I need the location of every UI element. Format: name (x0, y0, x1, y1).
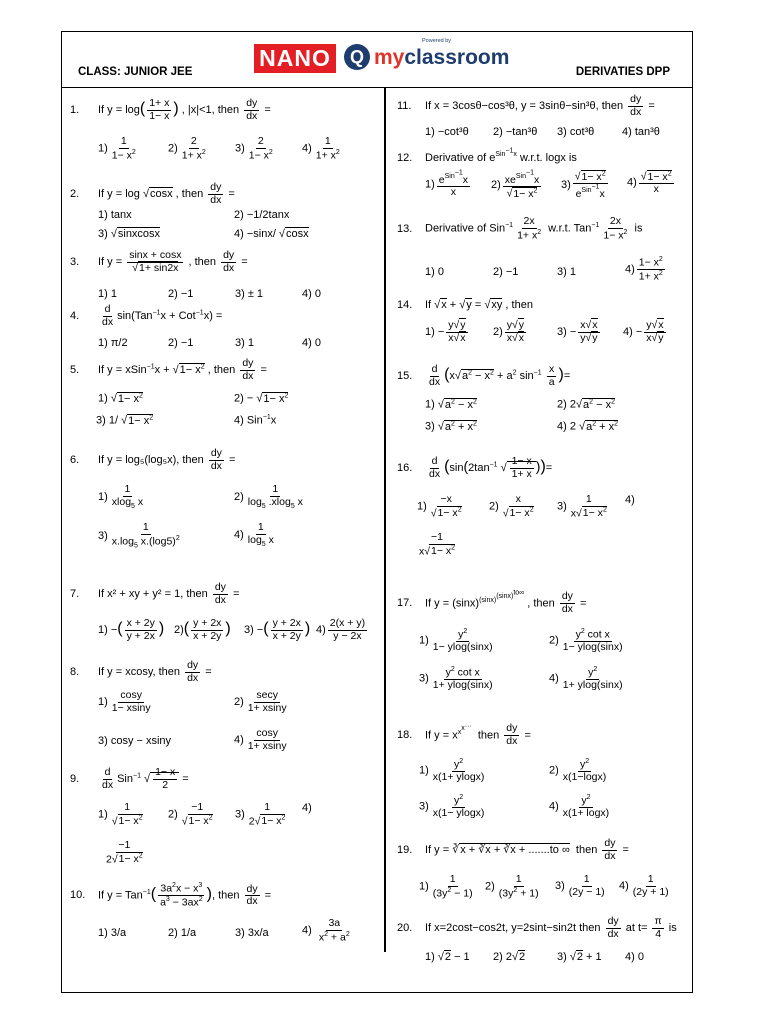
q9-option-1: 1) $\frac{1}{√1- x^2}$ (98, 801, 143, 828)
logo-my: my (374, 46, 405, 69)
q3-option-4: 4) 0 (302, 288, 321, 300)
question-number: 20. (397, 921, 413, 934)
q1-option-3: 3) $\frac{2}{1- x^2}$ (235, 135, 273, 162)
question-2: 2. If y = log √cosx , then $\frac{dy}{dx}$ = (70, 181, 235, 206)
q6-option-3: 3) $\frac{1}{x.\log_5 x.(\log 5)^2}$ (98, 521, 180, 550)
q13-option-4: 4) $\frac{1- x^2}{1+ x^2}$ (625, 256, 663, 283)
powered-by-text: Powered by (422, 38, 452, 44)
q5-option-4: 4) Sin$^{-1}$x (234, 414, 277, 427)
q10-option-3: 3) 3x/a (235, 927, 269, 939)
question-number: 18. (397, 729, 413, 742)
q18-option-2: 2) $\frac{y^2}{x(1-\log x)}$ (549, 758, 607, 784)
q9-option-4-value: $\frac{-1}{2√1- x^2}$ (106, 839, 143, 866)
q6-option-2: 2) $\frac{1}{\log_5 .xlog_5 x}$ (234, 483, 303, 510)
column-divider (384, 87, 386, 952)
q18-option-3: 3) $\frac{y^2}{x(1- ylogx)}$ (419, 794, 485, 820)
question-number: 2. (70, 187, 80, 200)
question-10: 10. If y = Tan$^{-1}$( $\frac{3a^2x - x^3}{a^3 - 3ax^2}$ ), then $\frac{dy}{dx}$ = (70, 882, 272, 909)
question-number: 12. (397, 151, 413, 164)
q14-option-1: 1) − $\frac{y√y}{x√x}$ (425, 319, 466, 344)
q20-option-1: 1) √2 − 1 (425, 951, 470, 963)
q2-option-1: 1) tanx (98, 209, 132, 221)
q12-option-4: 4) $\frac{√1- x^2}{x}$ (627, 170, 672, 196)
q15-option-3: 3) $√a^2 + x^2$ (425, 420, 477, 433)
q15-option-1: 1) $√a^2 - x^2$ (425, 398, 477, 411)
question-number: 17. (397, 597, 413, 610)
q16-option-4: 4) (625, 494, 635, 506)
q15-option-4: 4) 2 $√a^2 + x^2$ (557, 420, 619, 433)
q8-option-2: 2) secy 1+ xsiny (234, 689, 287, 714)
question-6: 6. If y = log₅(log₅x), then $\frac{dy}{dx}$ = (70, 447, 236, 472)
q7-option-1: 1) −( $\frac{x + 2y}{y + 2x}$ ) (98, 617, 165, 642)
q2-option-4: 4) −sinx/ √cosx (234, 228, 309, 240)
q13-option-2: 2) −1 (493, 266, 519, 278)
q6-option-4: 4) $\frac{1}{\log_5 x}$ (234, 521, 274, 548)
question-number: 8. (70, 665, 80, 678)
q17-option-4: 4) $\frac{y^2}{1+ ylog(\sin x)}$ (549, 666, 623, 692)
q12-option-1: 1) $e^{Sin^{-1}}x$ x (425, 170, 468, 199)
q4-option-4: 4) 0 (302, 337, 321, 349)
q18-option-4: 4) $\frac{y^2}{x(1+ \log x)}$ (549, 794, 610, 820)
q9-option-3: 3) $\frac{1}{2√1- x^2}$ (235, 801, 286, 828)
q6-option-1: 1) $\frac{1}{xlog_5 x}$ (98, 483, 144, 510)
q19-option-2: 2) $\frac{1}{(3y^2 + 1)}$ (485, 873, 539, 900)
myclassroom-logo-icon: Q (344, 44, 370, 70)
question-7: 7. If x² + xy + y² = 1, then $\frac{dy}{dx}$ = (70, 581, 240, 606)
q11-option-2: 2) −tan³θ (493, 126, 538, 138)
page-title: DERIVATIES DPP (575, 66, 670, 78)
q11-option-3: 3) cot³θ (557, 126, 595, 138)
question-3: 3. If y = $\frac{\sin x + \cos x}{√1+ \sin 2x}$ , then $\frac{dy}{dx}$ = (70, 249, 248, 274)
q17-option-1: 1) $\frac{y^2}{1- ylog(\sin x)}$ (419, 628, 493, 654)
q12-option-3: 3) $√1- x^2$ $e^{Sin^{-1}}x$ (561, 170, 606, 200)
q1-option-1: 1) $\frac{1}{1- x^2}$ (98, 135, 136, 162)
q20-option-4: 4) 0 (625, 951, 644, 963)
question-number: 7. (70, 587, 80, 600)
q5-option-3: 3) 1/ $√1- x^2$ (96, 414, 154, 427)
question-8: 8. If y = xcosy, then $\frac{dy}{dx}$ = (70, 659, 212, 684)
q17-option-3: 3) $\frac{y^2 \cot x}{1+ ylog(\sin x)}$ (419, 666, 493, 692)
q12-option-2: 2) $xe^{Sin^{-1}}x$ $√1- x^2$ (491, 170, 540, 200)
q20-option-3: 3) √2 + 1 (557, 951, 602, 963)
q7-option-2: 2)( $\frac{y + 2x}{x + 2y}$ ) (174, 617, 231, 642)
q14-option-2: 2) $\frac{y√y}{x√x}$ (493, 319, 525, 344)
question-12: 12. Derivative of $e^{Sin^{-1}x}$ w.r.t. logx is (397, 148, 577, 164)
question-4: 4. $\frac{d}{dx}$ sin(Tan$^{-1}$x + Cot$^{-1}$x) = (70, 303, 223, 328)
question-13: 13. Derivative of Sin$^{-1}$ $\frac{2x}{1+ x^2}$ w.r.t. Tan$^{-1}$ $\frac{2x}{1- x^2}$ is (397, 215, 643, 242)
q8-option-1: 1) $\frac{\cos y}{1- xsiny}$ (98, 689, 151, 714)
myclassroom-logo (374, 38, 524, 78)
question-1: 1. If y = log( $\frac{1+ x}{1- x}$ ) , |x|<1, then $\frac{dy}{dx}$ = (70, 97, 271, 122)
question-number: 4. (70, 309, 80, 322)
class-label: CLASS: JUNIOR JEE (78, 66, 193, 78)
q11-option-4: 4) tan³θ (622, 126, 660, 138)
q19-option-3: 3) $\frac{1}{(2y - 1)}$ (555, 873, 605, 898)
q14-option-4: 4) − $\frac{y√x}{x√y}$ (623, 319, 664, 344)
question-number: 3. (70, 255, 80, 268)
q4-option-2: 2) −1 (168, 337, 194, 349)
question-number: 13. (397, 222, 413, 235)
question-number: 5. (70, 363, 80, 376)
right-column (397, 92, 687, 972)
question-number: 14. (397, 299, 413, 311)
question-number: 19. (397, 843, 413, 856)
question-15: 15. $\frac{d}{dx}$ ($x√a^2 - x^2 + a^2$ $\sin^{-1}$ $\frac{x}{a}$ )= (397, 363, 571, 388)
q17-option-2: 2) $\frac{y^2 \cot x}{1- ylog(\sin x)}$ (549, 628, 623, 654)
nano-logo: NANO (254, 44, 336, 73)
question-17: 17. If $y = (\sin x)^{(sinx)^{(sinx)^{to\infty}}}$ , then $\frac{dy}{dx}$ = (397, 590, 587, 615)
question-9: 9. $\frac{d}{dx}$ Sin$^{-1}$ √ $\frac{1- x}{2}$ = (70, 766, 189, 791)
q1-option-2: 2) $\frac{2}{1+ x^2}$ (168, 135, 206, 162)
q1-option-4: 4) $\frac{1}{1+ x^2}$ (302, 135, 340, 162)
q8-option-4: 4) $\frac{\cos y}{1+ xsiny}$ (234, 727, 287, 752)
q20-option-2: 2) 2√2 (493, 951, 526, 963)
q19-option-4: 4) $\frac{1}{(2y + 1)}$ (619, 873, 669, 898)
q4-option-3: 3) 1 (235, 337, 254, 349)
q15-option-2: 2) $2√a^2 - x^2$ (557, 398, 615, 411)
question-number: 15. (397, 369, 413, 382)
question-14: 14. If √x + √y = √xy , then (397, 299, 533, 311)
q7-option-3: 3) −( $\frac{y + 2x}{x + 2y}$ ) (244, 617, 311, 642)
page-frame (61, 31, 693, 993)
q8-option-3: 3) cosy − xsiny (98, 735, 172, 747)
q16-option-2: 2) $\frac{x}{√1- x^2}$ (489, 493, 534, 520)
q7-option-4: 4) $\frac{2(x + y)}{y - 2x}$ (316, 617, 366, 642)
q16-option-4-value: $\frac{-1}{x√1- x^2}$ (419, 531, 456, 558)
q18-option-1: 1) $\frac{y^2}{x(1+ ylogx)}$ (419, 758, 485, 784)
q3-option-3: 3) ± 1 (235, 288, 264, 300)
q9-option-2: 2) $\frac{-1}{√1- x^2}$ (168, 801, 213, 828)
logo-classroom: classroom (404, 46, 510, 69)
q2-option-3: 3) √sinxcosx (98, 228, 161, 240)
question-number: 1. (70, 103, 80, 116)
question-16: 16. $\frac{d}{dx}$ ($\sin(2\tan^{-1}$ √ $\frac{1- x}{1+ x}$ ))= (397, 455, 553, 480)
q4-option-1: 1) π/2 (98, 337, 128, 349)
question-20: 20. If x=2cost−cos2t, y=2sint−sin2t then $\frac{dy}{dx}$ at t= $\frac{\pi}{4}$ is (397, 915, 677, 940)
q14-option-3: 3) − $\frac{x√x}{y√y}$ (557, 319, 598, 344)
question-number: 6. (70, 453, 80, 466)
question-number: 10. (70, 889, 86, 902)
left-column (70, 92, 380, 952)
q10-option-4: 4) $\frac{3a}{x^2 + a^2}$ (302, 917, 350, 944)
q13-option-3: 3) 1 (557, 266, 576, 278)
q3-option-1: 1) 1 (98, 288, 117, 300)
q5-option-2: $2) - √1- x^2$ (234, 392, 289, 405)
q3-option-2: 2) −1 (168, 288, 194, 300)
q10-option-1: 1) 3/a (98, 927, 127, 939)
q13-option-1: 1) 0 (425, 266, 444, 278)
q16-option-1: 1) $\frac{-x}{√1- x^2}$ (417, 493, 462, 520)
q5-option-1: 1) $√1- x^2$ (98, 392, 143, 405)
question-11: 11. If x = 3cosθ−cos³θ, y = 3sinθ−sin³θ, then $\frac{dy}{dx}$ = (397, 93, 655, 118)
q19-option-1: 1) $\frac{1}{(3y^2 - 1)}$ (419, 873, 473, 900)
question-5: 5. If y = xSin$^{-1}$x + $√1- x^2$ , then $\frac{dy}{dx}$ = (70, 357, 267, 382)
header (62, 32, 692, 88)
q16-option-3: 3) $\frac{1}{x√1- x^2}$ (557, 493, 607, 520)
q10-option-2: 2) 1/a (168, 927, 197, 939)
question-number: 11. (397, 99, 412, 112)
q2-option-2: 2) −1/2tanx (234, 209, 290, 221)
q9-option-4: 4) (302, 802, 312, 814)
question-number: 16. (397, 461, 413, 474)
question-19: 19. If y = ∛x + ∛x + ∛x + .......to ∞ then $\frac{dy}{dx}$ = (397, 837, 629, 862)
question-18: 18. If $y = x^{x^{x^\dots}}$ then $\frac{dy}{dx}$ = (397, 722, 531, 747)
q11-option-1: 1) −cot³θ (425, 126, 469, 138)
question-number: 9. (70, 772, 80, 785)
